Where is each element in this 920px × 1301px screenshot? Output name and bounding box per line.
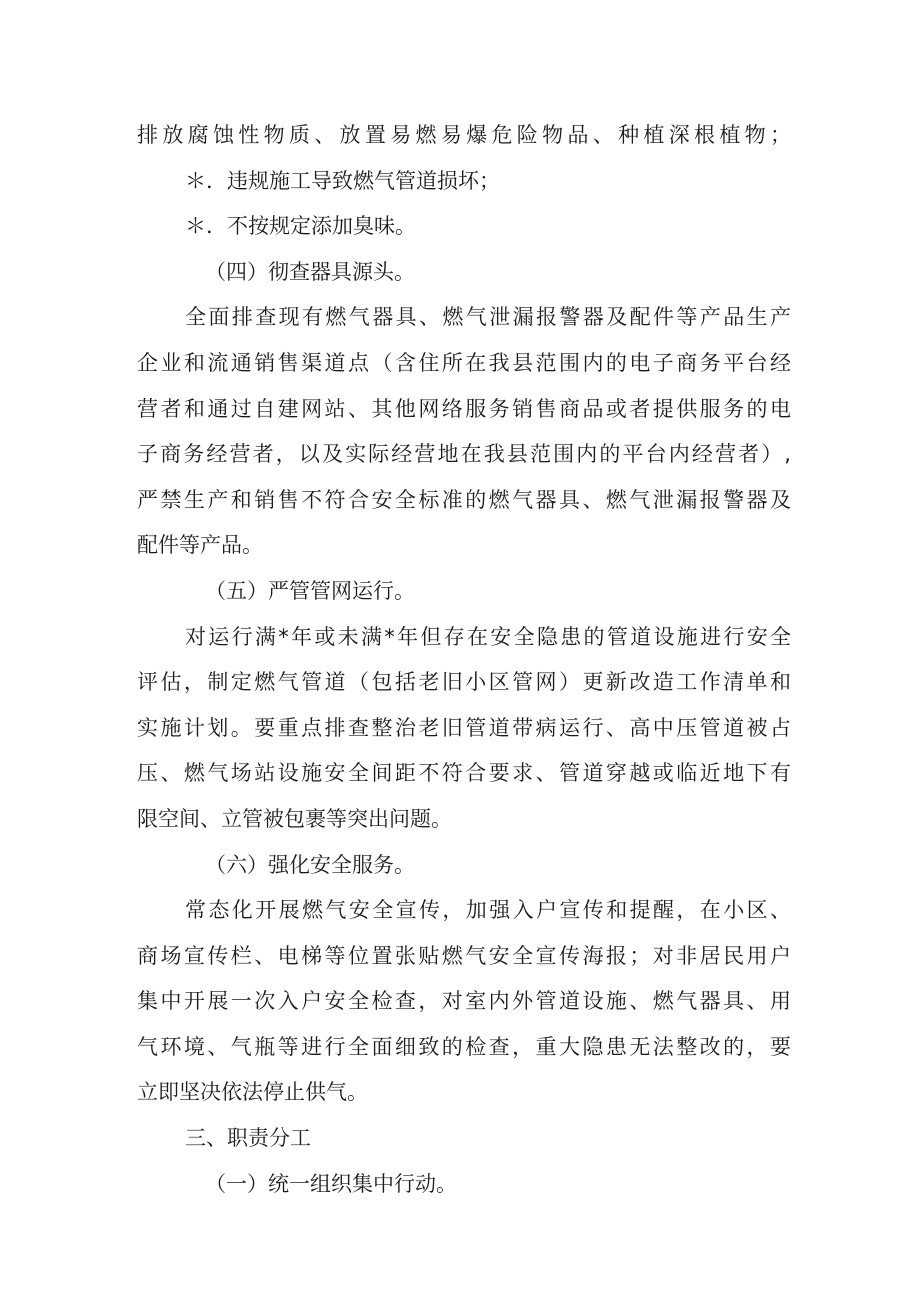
paragraph-line: 排放腐蚀性物质、放置易燃易爆危险物品、种植深根植物； bbox=[137, 123, 791, 147]
paragraph-line: 气环境、气瓶等进行全面细致的检查，重大隐患无法整改的，要 bbox=[137, 1034, 791, 1059]
paragraph-line: 企业和流通销售渠道点（含住所在我县范围内的电子商务平台经 bbox=[137, 350, 791, 375]
section-heading-6: （六）强化安全服务。 bbox=[205, 852, 415, 877]
paragraph-line: 立即坚决依法停止供气。 bbox=[137, 1080, 368, 1105]
section-heading-5: （五）严管管网运行。 bbox=[205, 578, 415, 603]
paragraph-line: 常态化开展燃气安全宣传，加强入户宣传和提醒，在小区、 bbox=[185, 898, 791, 923]
list-item-line: ＊．违规施工导致燃气管道损坏； bbox=[185, 168, 500, 193]
section-heading-4: （四）彻查器具源头。 bbox=[205, 259, 415, 284]
paragraph-line: 子商务经营者，以及实际经营地在我县范围内的平台内经营者）, bbox=[137, 442, 791, 467]
document-body bbox=[137, 113, 791, 1207]
section-heading-1: （一）统一组织集中行动。 bbox=[205, 1171, 457, 1196]
paragraph-line: 压、燃气场站设施安全间距不符合要求、管道穿越或临近地下有 bbox=[137, 761, 791, 786]
paragraph-line: 配件等产品。 bbox=[137, 533, 263, 558]
chapter-heading: 三、职责分工 bbox=[185, 1126, 311, 1151]
paragraph-line: 商场宣传栏、电梯等位置张贴燃气安全宣传海报；对非居民用户 bbox=[137, 943, 791, 968]
paragraph-line: 评估，制定燃气管道（包括老旧小区管网）更新改造工作清单和 bbox=[137, 670, 791, 695]
paragraph-line: 实施计划。要重点排查整治老旧管道带病运行、高中压管道被占 bbox=[137, 715, 791, 740]
paragraph-line: 严禁生产和销售不符合安全标准的燃气器具、燃气泄漏报警器及 bbox=[137, 487, 791, 512]
paragraph-line: 集中开展一次入户安全检查，对室内外管道设施、燃气器具、用 bbox=[137, 989, 791, 1014]
paragraph-line: 全面排查现有燃气器具、燃气泄漏报警器及配件等产品生产 bbox=[185, 305, 791, 330]
paragraph-line: 对运行满*年或未满*年但存在安全隐患的管道设施进行安全 bbox=[185, 624, 791, 649]
paragraph-line: 营者和通过自建网站、其他网络服务销售商品或者提供服务的电 bbox=[137, 396, 791, 421]
paragraph-line: 限空间、立管被包裹等突出问题。 bbox=[137, 806, 452, 831]
list-item-line: ＊．不按规定添加臭味。 bbox=[185, 214, 416, 239]
